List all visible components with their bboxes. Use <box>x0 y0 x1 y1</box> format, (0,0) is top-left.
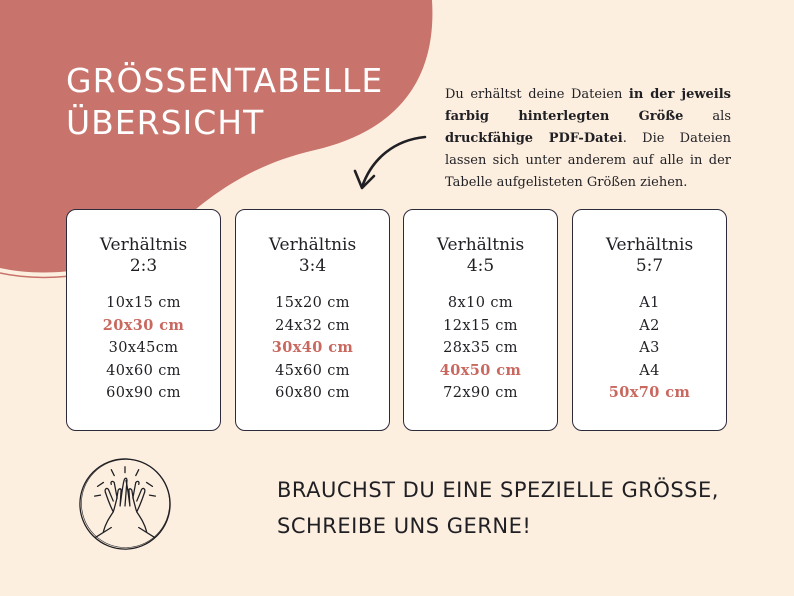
size-list <box>573 292 726 405</box>
size-list <box>236 292 389 405</box>
curved-arrow-icon <box>355 137 425 188</box>
size-list <box>67 292 220 405</box>
size-item: 28x35 cm <box>443 340 518 356</box>
card-heading <box>573 235 726 277</box>
intro-bold-2: druckfähige PDF-Datei <box>445 131 623 146</box>
card-heading <box>67 235 220 277</box>
page-title <box>66 60 383 144</box>
call-to-action <box>277 472 719 544</box>
card-label: Verhältnis <box>605 235 694 255</box>
cta-line-2: SCHREIBE UNS GERNE! <box>277 514 532 538</box>
size-item: 45x60 cm <box>275 362 350 379</box>
ratio-card-5-7 <box>572 209 727 431</box>
size-item: A3 <box>639 340 660 356</box>
size-item: 40x60 cm <box>106 362 181 379</box>
size-item: 12x15 cm <box>443 317 518 334</box>
size-item: 30x45cm <box>108 340 179 356</box>
intro-part-3: . Die Dateien lassen sich unter anderem auf alle in der Tabelle aufgelisteten Größen ziehen. <box>445 131 731 190</box>
card-label: Verhältnis <box>99 235 188 255</box>
intro-text <box>445 84 731 194</box>
ratio-card-2-3 <box>66 209 221 431</box>
card-ratio: 2:3 <box>129 256 158 276</box>
title-line-2: ÜBERSICHT <box>66 103 265 142</box>
card-label: Verhältnis <box>436 235 525 255</box>
size-item: 24x32 cm <box>275 317 350 334</box>
intro-bold-1: in der jeweils farbig hinterlegten Größe <box>445 87 731 124</box>
size-item: 15x20 cm <box>275 295 350 311</box>
ratio-card-3-4 <box>235 209 390 431</box>
size-item: 72x90 cm <box>443 385 518 401</box>
cta-line-1: BRAUCHST DU EINE SPEZIELLE GRÖSSE, <box>277 478 719 502</box>
card-heading <box>404 235 557 277</box>
card-ratio: 5:7 <box>635 256 664 276</box>
size-item-highlighted: 40x50 cm <box>439 361 522 379</box>
size-item: 8x10 cm <box>447 295 514 311</box>
intro-part-1: Du erhältst deine Dateien <box>445 87 629 102</box>
size-item: 60x90 cm <box>106 385 181 401</box>
card-ratio: 4:5 <box>466 256 495 276</box>
ratio-card-4-5 <box>403 209 558 431</box>
size-item: A4 <box>639 362 660 379</box>
size-list <box>404 292 557 405</box>
size-item: 60x80 cm <box>275 385 350 401</box>
card-ratio: 3:4 <box>298 256 327 276</box>
size-item: A1 <box>639 295 660 311</box>
card-heading <box>236 235 389 277</box>
size-item: A2 <box>639 317 660 334</box>
size-item: 10x15 cm <box>106 295 181 311</box>
high-five-hands-icon <box>76 455 174 553</box>
intro-part-2: als <box>683 109 731 124</box>
size-item-highlighted: 20x30 cm <box>102 316 185 334</box>
card-label: Verhältnis <box>268 235 357 255</box>
size-item-highlighted: 50x70 cm <box>608 384 691 401</box>
size-item-highlighted: 30x40 cm <box>271 339 354 356</box>
title-line-1: GRÖSSENTABELLE <box>66 61 384 100</box>
